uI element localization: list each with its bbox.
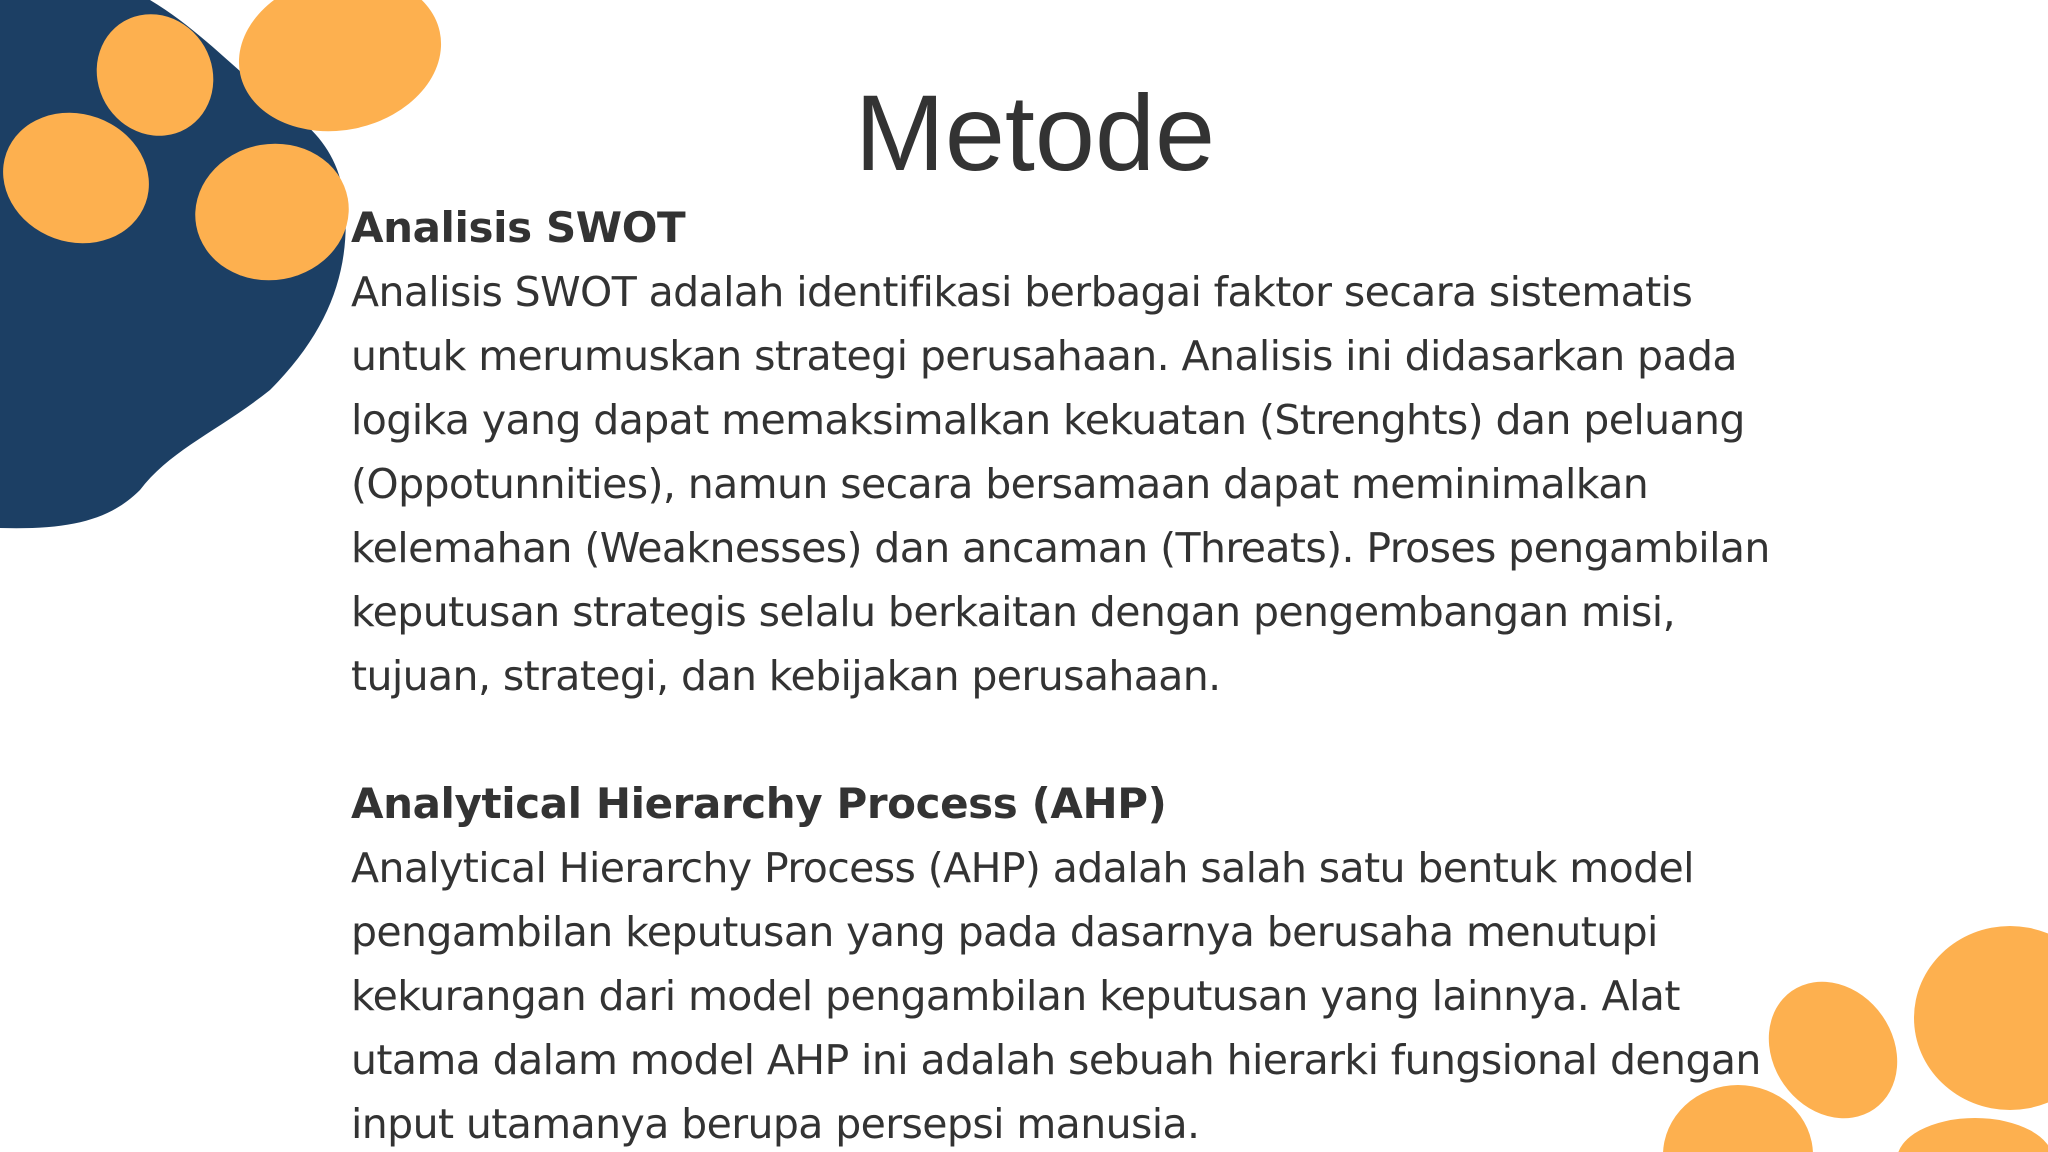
section-heading: Analisis SWOT — [351, 203, 686, 252]
section-paragraph — [351, 836, 1911, 1152]
section-swot — [351, 196, 1911, 708]
paragraph-line: logika yang dapat memaksimalkan kekuatan (Strenghts) dan peluang — [351, 396, 1745, 444]
section-heading: Analytical Hierarchy Process (AHP) — [351, 779, 1167, 828]
paragraph-line: input utamanya berupa persepsi manusia. — [351, 1100, 1200, 1148]
paragraph-line: (Oppotunnities), namun secara bersamaan dapat meminimalkan — [351, 460, 1649, 508]
slide-title: Metode — [854, 72, 1216, 193]
paragraph-line: utama dalam model AHP ini adalah sebuah hierarki fungsional dengan — [351, 1036, 1761, 1084]
paragraph-line: tujuan, strategi, dan kebijakan perusahaan. — [351, 652, 1221, 700]
paragraph-line: kelemahan (Weaknesses) dan ancaman (Threats). Proses pengambilan — [351, 524, 1770, 572]
orange-blob-shape — [1897, 1118, 2048, 1152]
paragraph-line: kekurangan dari model pengambilan keputusan yang lainnya. Alat — [351, 972, 1680, 1020]
section-paragraph — [351, 260, 1911, 708]
paragraph-line: Analisis SWOT adalah identifikasi berbagai faktor secara sistematis — [351, 268, 1693, 316]
section-ahp — [351, 772, 1911, 1152]
paragraph-line: Analytical Hierarchy Process (AHP) adalah salah satu bentuk model — [351, 844, 1694, 892]
slide-content — [351, 196, 1911, 1152]
paragraph-line: keputusan strategis selalu berkaitan dengan pengembangan misi, — [351, 588, 1676, 636]
paragraph-line: untuk merumuskan strategi perusahaan. Analisis ini didasarkan pada — [351, 332, 1737, 380]
paragraph-line: pengambilan keputusan yang pada dasarnya berusaha menutupi — [351, 908, 1658, 956]
orange-blob-shape — [1914, 926, 2048, 1110]
